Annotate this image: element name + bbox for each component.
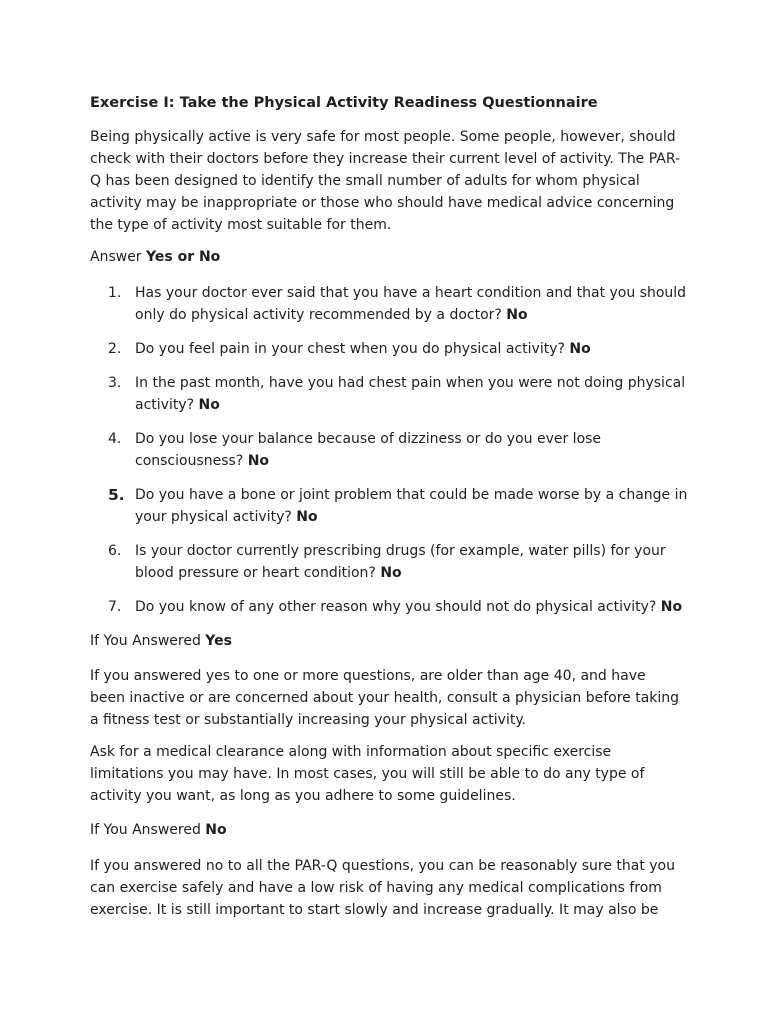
question-number: 7. [108,599,122,615]
question-number: 3. [108,375,122,391]
if-yes-paragraph-1: If you answered yes to one or more questions, are older than age 40, and have been inactive or are concerned about your health, consult a physician before taking a fitness test or substantially increasing your physical activity. [90,668,680,728]
answer-prompt-options: Yes or No [146,249,221,265]
question-text: Do you have a bone or joint problem that could be made worse by a change in your physical activity? [135,487,688,525]
question-answer: No [247,453,270,469]
question-item [108,338,688,360]
if-no-heading [90,819,682,841]
question-answer: No [296,509,318,525]
if-yes-paragraph-2: Ask for a medical clearance along with information about specific exercise limitations you may have. In most cases, you will still be able to do any type of activity you want, as long as you adhere to some guidelines. [90,744,645,804]
question-answer: No [569,341,591,357]
question-number: 6. [108,543,122,559]
intro-paragraph: Being physically active is very safe for most people. Some people, however, should check with their doctors before they increase their current level of activity. The PAR-Q has been designed to identify the small number of adults for whom physical activity may be inappropriate or those who should have medical advice concerning the type of activity most suitable for them. [90,129,681,233]
question-number: 1. [108,285,122,301]
question-item [108,428,688,472]
question-item [108,372,688,416]
if-no-heading-emphasis: No [205,822,227,838]
if-no-paragraph-1: If you answered no to all the PAR-Q questions, you can be reasonably sure that you can exercise safely and have a low risk of having any medical complications from exercise. It is still important to start slowly and increase gradually. It may also be [90,858,675,918]
if-no-heading-prefix: If You Answered [90,822,206,838]
question-item [108,484,688,528]
question-number: 5. [108,486,125,504]
if-yes-heading-emphasis: Yes [205,633,232,649]
question-item [108,282,688,326]
question-answer: No [660,599,683,615]
if-yes-heading [90,630,682,652]
question-answer: No [380,565,402,581]
question-text: Is your doctor currently prescribing drugs (for example, water pills) for your blood pressure or heart condition? [135,543,666,581]
if-yes-heading-prefix: If You Answered [90,633,206,649]
question-text: Do you feel pain in your chest when you do physical activity? [135,341,570,357]
question-number: 4. [108,431,122,447]
question-text: Has your doctor ever said that you have a heart condition and that you should only do physical activity recommended by a doctor? [135,285,687,323]
question-text: Do you lose your balance because of dizziness or do you ever lose consciousness? [135,431,602,469]
question-answer: No [506,307,528,323]
answer-prompt [90,246,682,268]
question-text: In the past month, have you had chest pain when you were not doing physical activity? [135,375,686,413]
question-text: Do you know of any other reason why you should not do physical activity? [135,599,661,615]
question-answer: No [198,397,220,413]
question-item [108,540,688,584]
question-number: 2. [108,341,122,357]
document-title: Exercise I: Take the Physical Activity Readiness Questionnaire [90,95,598,111]
answer-prompt-label: Answer [90,249,147,265]
question-item [108,596,688,618]
